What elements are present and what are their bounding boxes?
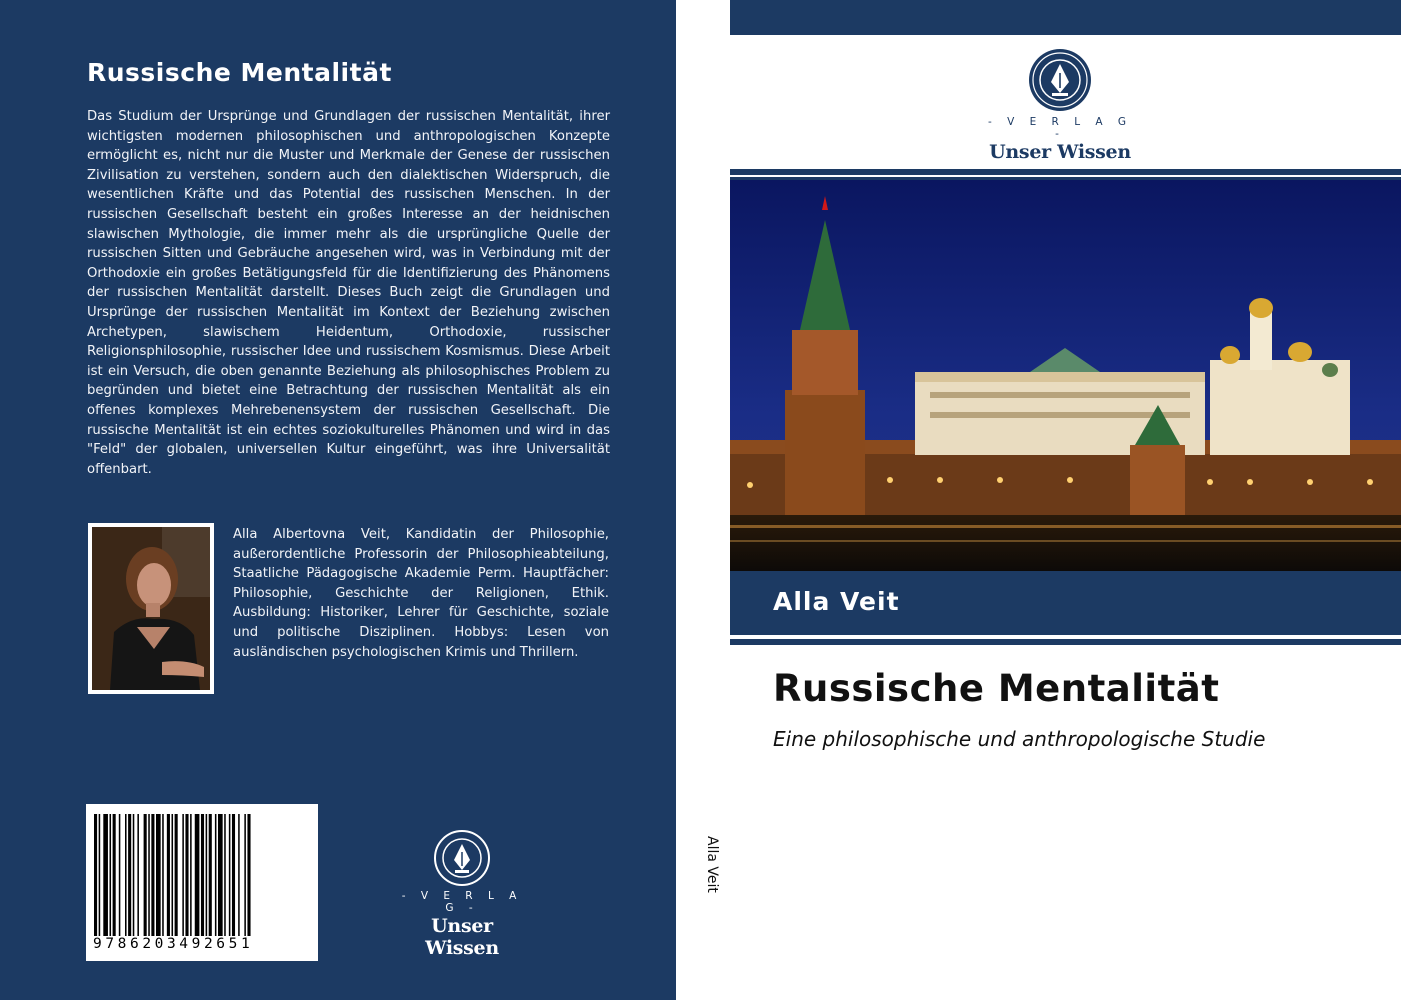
isbn-barcode: [86, 804, 318, 961]
back-publisher-logo: [392, 830, 532, 959]
barcode-bar: [99, 814, 101, 936]
barcode-bar: [172, 814, 174, 936]
author-biography: Alla Albertovna Veit, Kandidatin der Philosophie, außerordentliche Professorin der Philosophieabteilung, Staatliche Pädagogische Akademie Perm. Hauptfächer: Philosophie, Geschichte der Religionen, Ethik. Ausbildung: Historiker, Lehrer für Geschichte, soziale und politische Disziplinen. Hobbys: Lesen von ausländischen psychologischen Krimis und Thrillern.: [233, 527, 609, 660]
barcode-bar: [94, 814, 97, 936]
front-stripe-top: [730, 169, 1401, 175]
barcode-bar: [185, 814, 188, 936]
author-portrait-image: [92, 527, 210, 690]
back-publisher-name: Unser Wissen: [425, 915, 499, 959]
barcode-bar: [103, 814, 108, 936]
front-cover: [730, 0, 1401, 1000]
front-author-name: Alla Veit: [773, 587, 900, 616]
front-title: Russische Mentalität: [773, 667, 1220, 710]
front-subtitle: Eine philosophische und anthropologische Studie: [773, 727, 1266, 751]
barcode-bar: [206, 814, 208, 936]
barcode-bar: [151, 814, 154, 936]
barcode-bar: [156, 814, 161, 936]
back-cover-title: Russische Mentalität: [87, 58, 392, 87]
barcode-bar: [244, 814, 246, 936]
kremlin-illustration: [730, 180, 1401, 571]
barcode-bar: [201, 814, 204, 936]
barcode-bar: [229, 814, 231, 936]
barcode-bar: [232, 814, 235, 936]
barcode-bar: [128, 814, 131, 936]
barcode-bar: [125, 814, 127, 936]
barcode-bar: [182, 814, 184, 936]
spine-author: Alla Veit: [704, 836, 720, 893]
book-blurb: Das Studium der Ursprünge und Grundlagen der russischen Mentalität, ihrer wichtigsten modernen philosophischen und anthropologischen Konzepte ermöglicht es, nicht nur die Muster und Merkmale der Genese der russischen Zivilisation zu verstehen, sondern auch den dialektischen Widerspruch, die wesentlichen Kräfte und das Potential des russischen Menschen. In der russischen Gesellschaft besteht ein großes Interesse an der heidnischen slawischen Mythologie, die immer mehr als die ursprüngliche Quelle der russischen Sitten und Gebräuche angesehen wird, was in Verbindung mit der Orthodoxie ein großes Betätigungsfeld für die Identifizierung des Phänomens der russischen Mentalität darstellt. Dieses Buch zeigt die Grundlagen und Ursprünge der russischen Mentalität im Kontext der Beziehung zwischen Archetypen, slawischem Heidentum, Orthodoxie, russischer Religionsphilosophie, russischer Idee und russischem Kosmismus. Diese Arbeit ist ein Versuch, die oben genannte Beziehung als philosophisches Problem zu begründen und bietet eine Betrachtung der russischen Mentalität als ein offenes komplexes Mehrebenensystem der russischen Gesellschaft. Die russische Mentalität ist ein echtes soziokulturelles Phänomen und wird in das "Feld" der globalen, universellen Kultur eingeführt, was ihre Universalität offenbart.: [87, 109, 610, 477]
front-publisher-verlag: - V E R L A G -: [987, 116, 1133, 140]
barcode-bar: [224, 814, 226, 936]
isbn-digits: 9786203492651: [93, 936, 254, 952]
barcode-bar: [195, 814, 200, 936]
front-top-bar: [730, 0, 1401, 35]
barcode-bar: [162, 814, 164, 936]
fountain-pen-nib-seal-icon: [434, 830, 490, 886]
barcode-bar: [190, 814, 192, 936]
fountain-pen-nib-seal-icon: [1028, 48, 1092, 112]
barcode-bar: [119, 814, 121, 936]
barcode-bar: [218, 814, 223, 936]
front-stripe-bottom: [730, 639, 1401, 645]
barcode-bar: [148, 814, 150, 936]
barcode-bar: [247, 814, 250, 936]
barcode-bar: [215, 814, 217, 936]
front-publisher-name: Unser Wissen: [989, 141, 1131, 163]
barcode-bar: [167, 814, 170, 936]
barcode-bar: [137, 814, 139, 936]
barcode-bar: [133, 814, 135, 936]
back-cover: [0, 0, 676, 1000]
barcode-bar: [113, 814, 116, 936]
portrait-illustration: [92, 527, 210, 690]
book-spine: [676, 0, 730, 1000]
author-photo: [88, 523, 214, 694]
barcode-bar: [238, 814, 240, 936]
barcode-bar: [144, 814, 147, 936]
front-publisher-logo: [985, 48, 1135, 163]
barcode-bar: [110, 814, 112, 936]
back-publisher-verlag: - V E R L A G -: [401, 890, 523, 914]
kremlin-night-photo: [730, 180, 1401, 571]
barcode-bar: [175, 814, 178, 936]
barcode-bar: [209, 814, 212, 936]
